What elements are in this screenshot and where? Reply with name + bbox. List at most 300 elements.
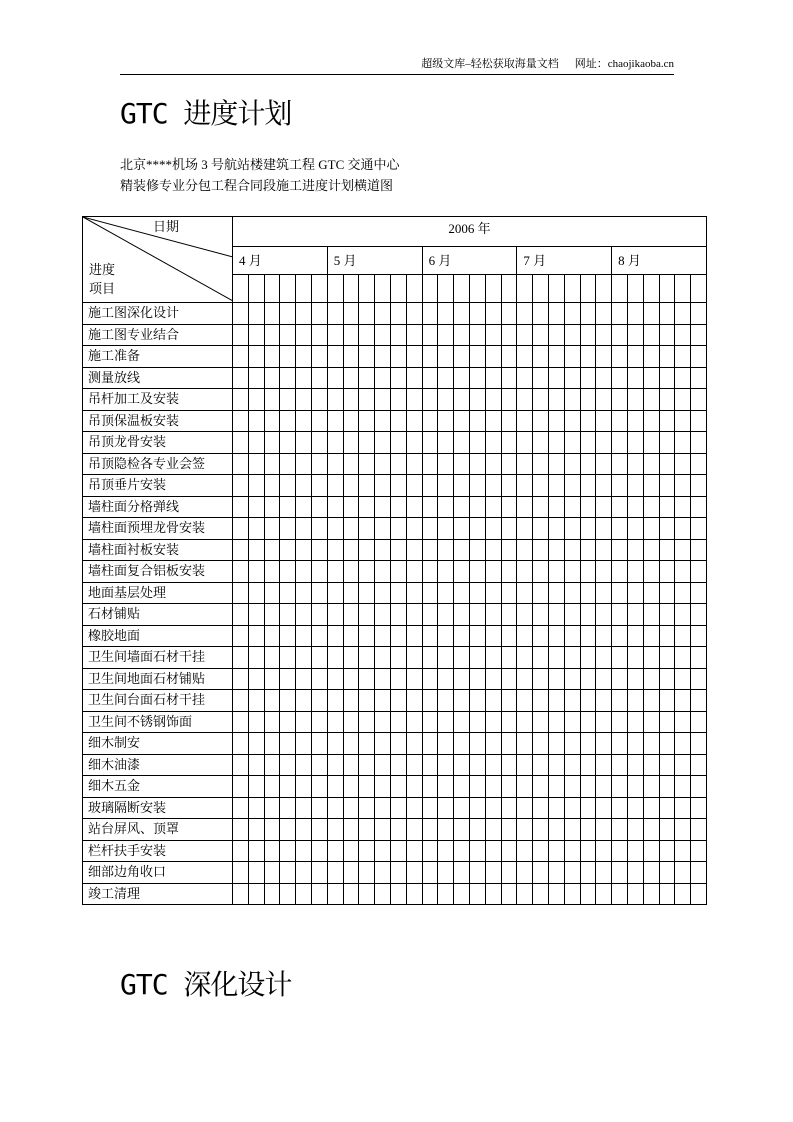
schedule-cell: [264, 539, 280, 561]
schedule-cell: [596, 367, 612, 389]
schedule-cell: [296, 883, 312, 905]
corner-header-cell: [83, 217, 233, 303]
schedule-cell: [548, 324, 564, 346]
schedule-cell: [517, 711, 533, 733]
schedule-cell: [627, 389, 643, 411]
schedule-cell: [627, 604, 643, 626]
schedule-cell: [296, 733, 312, 755]
schedule-cell: [596, 496, 612, 518]
schedule-cell: [264, 754, 280, 776]
schedule-cell: [501, 496, 517, 518]
schedule-cell: [422, 432, 438, 454]
task-name: 墙柱面预埋龙骨安装: [83, 518, 233, 540]
month-header: 7 月: [517, 247, 612, 275]
schedule-cell: [280, 647, 296, 669]
schedule-cell: [454, 776, 470, 798]
schedule-cell: [643, 539, 659, 561]
schedule-cell: [675, 453, 691, 475]
schedule-cell: [406, 582, 422, 604]
schedule-cell: [296, 346, 312, 368]
schedule-cell: [296, 475, 312, 497]
task-name: 地面基层处理: [83, 582, 233, 604]
schedule-cell: [612, 539, 628, 561]
schedule-cell: [264, 303, 280, 325]
schedule-cell: [280, 518, 296, 540]
schedule-cell: [343, 776, 359, 798]
schedule-cell: [485, 754, 501, 776]
period-subcolumn-header: [564, 275, 580, 303]
schedule-cell: [533, 389, 549, 411]
schedule-cell: [438, 733, 454, 755]
task-name: 细部边角收口: [83, 862, 233, 884]
schedule-cell: [627, 303, 643, 325]
schedule-cell: [501, 582, 517, 604]
task-row: [83, 840, 707, 862]
schedule-cell: [438, 389, 454, 411]
schedule-cell: [485, 453, 501, 475]
schedule-cell: [343, 539, 359, 561]
schedule-cell: [327, 475, 343, 497]
schedule-cell: [438, 776, 454, 798]
schedule-cell: [612, 862, 628, 884]
schedule-cell: [691, 518, 707, 540]
schedule-cell: [327, 582, 343, 604]
schedule-cell: [643, 367, 659, 389]
task-name: 吊顶垂片安装: [83, 475, 233, 497]
schedule-cell: [517, 819, 533, 841]
schedule-cell: [691, 582, 707, 604]
schedule-cell: [343, 453, 359, 475]
schedule-cell: [517, 389, 533, 411]
schedule-cell: [311, 797, 327, 819]
schedule-cell: [501, 776, 517, 798]
schedule-cell: [438, 754, 454, 776]
schedule-cell: [343, 324, 359, 346]
task-name: 墙柱面衬板安装: [83, 539, 233, 561]
schedule-cell: [327, 367, 343, 389]
schedule-cell: [675, 733, 691, 755]
schedule-cell: [406, 475, 422, 497]
schedule-cell: [469, 432, 485, 454]
schedule-cell: [359, 389, 375, 411]
schedule-cell: [422, 819, 438, 841]
schedule-cell: [691, 625, 707, 647]
period-subcolumn-header: [233, 275, 249, 303]
schedule-cell: [643, 840, 659, 862]
period-subcolumn-header: [375, 275, 391, 303]
schedule-cell: [501, 883, 517, 905]
task-row: [83, 303, 707, 325]
schedule-cell: [691, 862, 707, 884]
schedule-cell: [596, 883, 612, 905]
schedule-cell: [564, 711, 580, 733]
schedule-cell: [469, 496, 485, 518]
schedule-cell: [564, 582, 580, 604]
schedule-cell: [659, 475, 675, 497]
schedule-cell: [311, 840, 327, 862]
schedule-cell: [501, 539, 517, 561]
period-subcolumn-header: [517, 275, 533, 303]
schedule-cell: [659, 819, 675, 841]
schedule-cell: [485, 475, 501, 497]
schedule-cell: [390, 647, 406, 669]
schedule-cell: [627, 819, 643, 841]
schedule-cell: [548, 733, 564, 755]
schedule-cell: [296, 432, 312, 454]
schedule-cell: [264, 432, 280, 454]
schedule-cell: [233, 324, 249, 346]
schedule-cell: [659, 604, 675, 626]
schedule-cell: [375, 367, 391, 389]
schedule-cell: [343, 475, 359, 497]
schedule-cell: [564, 432, 580, 454]
schedule-cell: [675, 776, 691, 798]
period-subcolumn-header: [580, 275, 596, 303]
schedule-cell: [675, 346, 691, 368]
schedule-cell: [643, 711, 659, 733]
schedule-cell: [280, 324, 296, 346]
schedule-cell: [280, 883, 296, 905]
schedule-cell: [612, 776, 628, 798]
schedule-cell: [438, 647, 454, 669]
schedule-cell: [517, 582, 533, 604]
schedule-cell: [564, 475, 580, 497]
schedule-cell: [612, 754, 628, 776]
schedule-cell: [359, 367, 375, 389]
schedule-cell: [501, 346, 517, 368]
schedule-cell: [375, 647, 391, 669]
schedule-cell: [580, 346, 596, 368]
schedule-cell: [343, 883, 359, 905]
schedule-cell: [296, 711, 312, 733]
subtitle-line-2: 精装修专业分包工程合同段施工进度计划横道图: [120, 178, 394, 193]
schedule-cell: [296, 496, 312, 518]
schedule-cell: [327, 389, 343, 411]
period-subcolumn-header: [501, 275, 517, 303]
task-name: 吊顶保温板安装: [83, 410, 233, 432]
schedule-cell: [659, 518, 675, 540]
schedule-cell: [627, 432, 643, 454]
schedule-cell: [280, 733, 296, 755]
corner-date-label: 日期: [153, 219, 180, 234]
schedule-cell: [390, 346, 406, 368]
schedule-cell: [659, 561, 675, 583]
task-row: [83, 604, 707, 626]
schedule-cell: [501, 432, 517, 454]
schedule-cell: [343, 647, 359, 669]
schedule-cell: [422, 862, 438, 884]
schedule-cell: [612, 432, 628, 454]
schedule-cell: [580, 539, 596, 561]
task-row: [83, 561, 707, 583]
task-name: 栏杆扶手安装: [83, 840, 233, 862]
schedule-cell: [359, 346, 375, 368]
period-subcolumn-header: [296, 275, 312, 303]
schedule-cell: [659, 668, 675, 690]
schedule-cell: [438, 518, 454, 540]
schedule-cell: [454, 840, 470, 862]
schedule-cell: [359, 561, 375, 583]
schedule-cell: [454, 604, 470, 626]
task-row: [83, 389, 707, 411]
task-row: [83, 324, 707, 346]
schedule-cell: [422, 668, 438, 690]
schedule-cell: [406, 367, 422, 389]
schedule-cell: [233, 539, 249, 561]
schedule-cell: [501, 303, 517, 325]
header-url: 网址：chaojikaoba.cn: [574, 58, 674, 70]
schedule-cell: [280, 862, 296, 884]
schedule-cell: [264, 668, 280, 690]
schedule-cell: [343, 410, 359, 432]
schedule-cell: [643, 582, 659, 604]
schedule-cell: [438, 819, 454, 841]
task-row: [83, 754, 707, 776]
schedule-cell: [675, 647, 691, 669]
schedule-cell: [390, 453, 406, 475]
schedule-cell: [359, 496, 375, 518]
task-name: 墙柱面复合铝板安装: [83, 561, 233, 583]
schedule-cell: [422, 303, 438, 325]
schedule-cell: [264, 862, 280, 884]
schedule-cell: [596, 668, 612, 690]
schedule-cell: [533, 862, 549, 884]
schedule-cell: [564, 453, 580, 475]
schedule-cell: [596, 346, 612, 368]
schedule-cell: [596, 733, 612, 755]
schedule-cell: [375, 711, 391, 733]
schedule-cell: [438, 840, 454, 862]
schedule-cell: [390, 539, 406, 561]
schedule-cell: [311, 862, 327, 884]
task-name: 站台屏风、顶罩: [83, 819, 233, 841]
schedule-cell: [469, 625, 485, 647]
schedule-cell: [454, 862, 470, 884]
schedule-cell: [375, 819, 391, 841]
schedule-cell: [233, 776, 249, 798]
schedule-cell: [311, 389, 327, 411]
schedule-cell: [343, 518, 359, 540]
schedule-cell: [485, 324, 501, 346]
schedule-cell: [375, 797, 391, 819]
schedule-cell: [517, 625, 533, 647]
schedule-cell: [501, 625, 517, 647]
period-subcolumn-header: [469, 275, 485, 303]
schedule-cell: [422, 776, 438, 798]
schedule-cell: [533, 690, 549, 712]
schedule-cell: [233, 453, 249, 475]
task-row: [83, 625, 707, 647]
schedule-cell: [548, 797, 564, 819]
schedule-cell: [311, 883, 327, 905]
schedule-cell: [422, 367, 438, 389]
schedule-cell: [327, 561, 343, 583]
schedule-cell: [454, 346, 470, 368]
schedule-cell: [533, 819, 549, 841]
schedule-cell: [533, 518, 549, 540]
schedule-cell: [627, 647, 643, 669]
schedule-cell: [643, 819, 659, 841]
schedule-cell: [643, 453, 659, 475]
schedule-cell: [311, 711, 327, 733]
schedule-cell: [343, 625, 359, 647]
schedule-cell: [343, 561, 359, 583]
schedule-cell: [311, 324, 327, 346]
schedule-cell: [643, 862, 659, 884]
schedule-cell: [264, 324, 280, 346]
schedule-cell: [422, 496, 438, 518]
schedule-cell: [359, 475, 375, 497]
schedule-cell: [233, 819, 249, 841]
schedule-cell: [327, 797, 343, 819]
schedule-cell: [564, 733, 580, 755]
task-row: [83, 690, 707, 712]
schedule-cell: [248, 862, 264, 884]
schedule-cell: [580, 367, 596, 389]
schedule-cell: [533, 367, 549, 389]
schedule-cell: [691, 561, 707, 583]
schedule-cell: [280, 561, 296, 583]
schedule-cell: [469, 776, 485, 798]
schedule-cell: [564, 389, 580, 411]
schedule-cell: [343, 862, 359, 884]
schedule-cell: [564, 561, 580, 583]
schedule-cell: [612, 410, 628, 432]
schedule-cell: [548, 711, 564, 733]
schedule-cell: [422, 582, 438, 604]
schedule-cell: [233, 410, 249, 432]
schedule-cell: [438, 690, 454, 712]
schedule-cell: [375, 582, 391, 604]
schedule-cell: [596, 389, 612, 411]
schedule-cell: [422, 647, 438, 669]
schedule-cell: [691, 496, 707, 518]
schedule-cell: [517, 797, 533, 819]
schedule-cell: [280, 539, 296, 561]
schedule-cell: [343, 604, 359, 626]
schedule-cell: [233, 625, 249, 647]
schedule-cell: [548, 776, 564, 798]
schedule-cell: [248, 324, 264, 346]
schedule-cell: [485, 797, 501, 819]
schedule-cell: [469, 582, 485, 604]
schedule-cell: [438, 582, 454, 604]
schedule-cell: [327, 303, 343, 325]
schedule-cell: [517, 303, 533, 325]
period-subcolumn-header: [675, 275, 691, 303]
schedule-cell: [422, 518, 438, 540]
schedule-cell: [454, 690, 470, 712]
schedule-cell: [675, 819, 691, 841]
schedule-cell: [248, 367, 264, 389]
schedule-cell: [533, 539, 549, 561]
schedule-cell: [627, 690, 643, 712]
schedule-cell: [359, 604, 375, 626]
schedule-cell: [422, 453, 438, 475]
schedule-cell: [691, 367, 707, 389]
schedule-cell: [485, 604, 501, 626]
schedule-cell: [643, 324, 659, 346]
schedule-cell: [359, 303, 375, 325]
task-row: [83, 410, 707, 432]
schedule-cell: [296, 647, 312, 669]
schedule-cell: [375, 840, 391, 862]
schedule-cell: [296, 367, 312, 389]
schedule-cell: [359, 668, 375, 690]
schedule-cell: [296, 625, 312, 647]
schedule-cell: [264, 711, 280, 733]
schedule-cell: [485, 668, 501, 690]
schedule-cell: [233, 883, 249, 905]
schedule-cell: [548, 496, 564, 518]
schedule-cell: [375, 518, 391, 540]
schedule-cell: [438, 862, 454, 884]
schedule-cell: [691, 389, 707, 411]
schedule-cell: [406, 539, 422, 561]
schedule-cell: [691, 819, 707, 841]
schedule-cell: [501, 690, 517, 712]
schedule-cell: [375, 733, 391, 755]
schedule-cell: [422, 733, 438, 755]
schedule-cell: [375, 324, 391, 346]
schedule-cell: [580, 389, 596, 411]
schedule-cell: [580, 432, 596, 454]
schedule-cell: [548, 647, 564, 669]
schedule-cell: [485, 690, 501, 712]
schedule-cell: [375, 604, 391, 626]
schedule-cell: [454, 539, 470, 561]
schedule-cell: [248, 776, 264, 798]
schedule-cell: [533, 776, 549, 798]
schedule-cell: [580, 647, 596, 669]
schedule-cell: [343, 389, 359, 411]
period-subcolumn-header: [248, 275, 264, 303]
schedule-cell: [627, 711, 643, 733]
schedule-cell: [548, 582, 564, 604]
schedule-cell: [691, 668, 707, 690]
schedule-cell: [517, 862, 533, 884]
schedule-cell: [327, 668, 343, 690]
task-name: 测量放线: [83, 367, 233, 389]
schedule-cell: [580, 496, 596, 518]
schedule-cell: [517, 754, 533, 776]
schedule-cell: [612, 453, 628, 475]
schedule-cell: [406, 733, 422, 755]
schedule-cell: [233, 367, 249, 389]
schedule-cell: [580, 668, 596, 690]
task-row: [83, 475, 707, 497]
schedule-cell: [359, 862, 375, 884]
schedule-cell: [643, 776, 659, 798]
schedule-cell: [485, 711, 501, 733]
task-name: 吊杆加工及安装: [83, 389, 233, 411]
schedule-cell: [469, 604, 485, 626]
schedule-cell: [422, 797, 438, 819]
schedule-cell: [596, 518, 612, 540]
schedule-cell: [675, 410, 691, 432]
schedule-cell: [517, 410, 533, 432]
schedule-cell: [390, 668, 406, 690]
schedule-cell: [233, 518, 249, 540]
task-name: 卫生间台面石材干挂: [83, 690, 233, 712]
schedule-cell: [390, 518, 406, 540]
schedule-cell: [454, 711, 470, 733]
schedule-cell: [501, 324, 517, 346]
schedule-cell: [627, 410, 643, 432]
schedule-cell: [454, 389, 470, 411]
schedule-cell: [501, 604, 517, 626]
schedule-cell: [675, 690, 691, 712]
